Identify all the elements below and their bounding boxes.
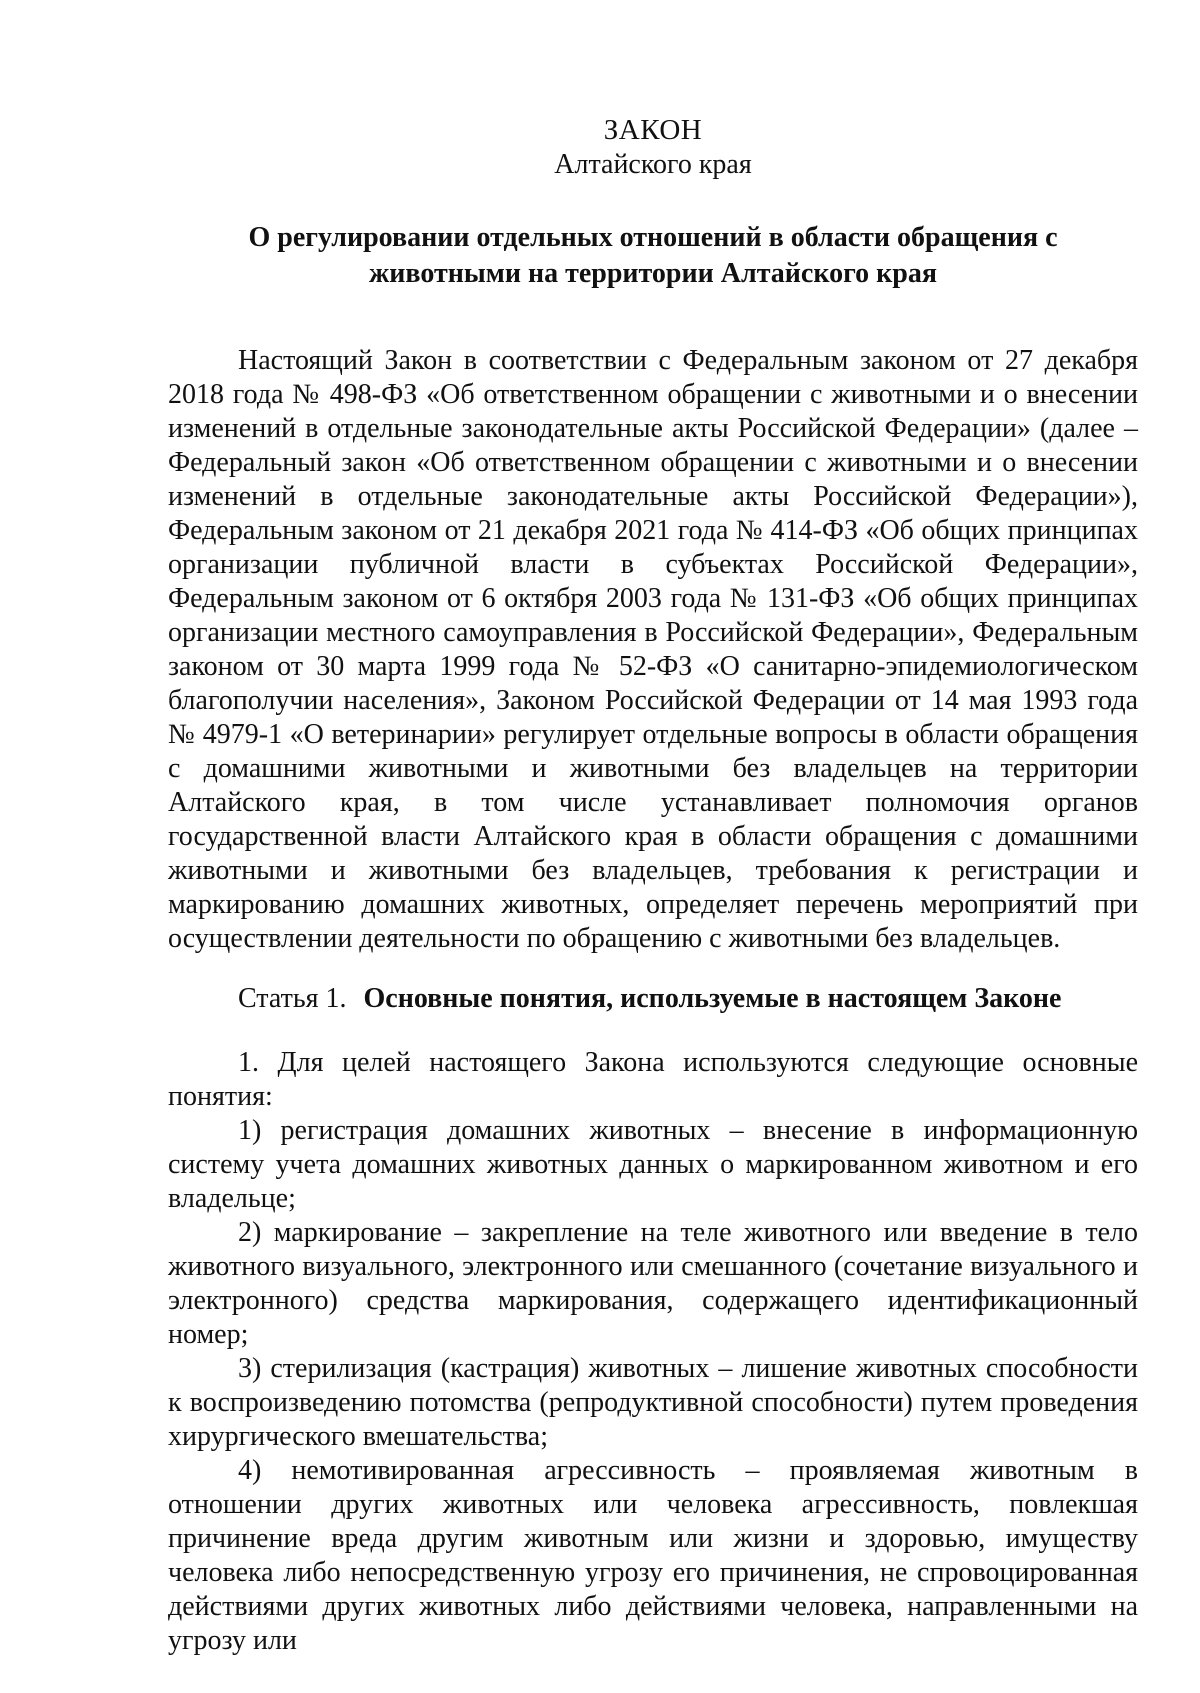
document-content [168,112,1138,1658]
document-issuer: Алтайского края [554,149,752,180]
definition-item-4: 4) немотивированная агрессивность – проявляемая животным в отношении других животных или человека агрессивность, повлекшая причинение вреда другим животным или жизни и здоровью, имуществу человека либо непосредственную угрозу его причинения, не спровоцированная действиями других животных либо действиями человека, направленными на угрозу или [168,1455,1138,1656]
definition-item-2: 2) маркирование – закрепление на теле животного или введение в тело животного визуального, электронного или смешанного (сочетание визуального и электронного) средства маркирования, содержащего идентификационный номер; [168,1217,1138,1350]
clause-1-text: 1. Для целей настоящего Закона используются следующие основные понятия: [168,1047,1138,1112]
article-1-label: Статья 1. [238,983,347,1014]
preamble [168,344,1138,956]
document-type: ЗАКОН [603,114,703,146]
article-1-heading [168,982,1138,1016]
definition-list [168,1114,1138,1658]
definition-item-3: 3) стерилизация (кастрация) животных – лишение животных способности к воспроизведению потомства (репродуктивной способности) путем проведения хирургического вмешательства; [168,1353,1138,1452]
document-title-line-2: животными на территории Алтайского края [369,258,937,289]
preamble-paragraph: Настоящий Закон в соответствии с Федеральным законом от 27 декабря 2018 года № 498-ФЗ «Об ответственном обращении с животными и о внесении изменений в отдельные законодательные акты Российской Федерации» (далее – Федеральный закон «Об ответственном обращении с животными и о внесении изменений в отдельные законодательные акты Российской Федерации»), Федеральным законом от 21 декабря 2021 года № 414-ФЗ «Об общих принципах организации публичной власти в субъектах Российской Федерации», Федеральным законом от 6 октября 2003 года № 131-ФЗ «Об общих принципах организации местного самоуправления в Российской Федерации», Федеральным законом от 30 марта 1999 года № 52-ФЗ «О санитарно-эпидемиологическом благополучии населения», Законом Российской Федерации от 14 мая 1993 года № 4979-1 «О ветеринарии» регулирует отдельные вопросы в области обращения с домашними животными и животными без владельцев на территории Алтайского края, в том числе устанавливает полномочия органов государственной власти Алтайского края в области обращения с домашними животными и животными без владельцев, требования к регистрации и маркированию домашних животных, определяет перечень мероприятий при осуществлении деятельности по обращению с животными без владельцев. [168,345,1138,954]
definition-item-1: 1) регистрация домашних животных – внесение в информационную систему учета домашних животных данных о маркированном животном и его владельце; [168,1115,1138,1214]
article-1-clause-1 [168,1046,1138,1658]
document-title-line-1: О регулировании отдельных отношений в области обращения с [248,222,1058,253]
document-title [168,220,1138,292]
article-1-name: Основные понятия, используемые в настоящем Законе [363,983,1062,1014]
